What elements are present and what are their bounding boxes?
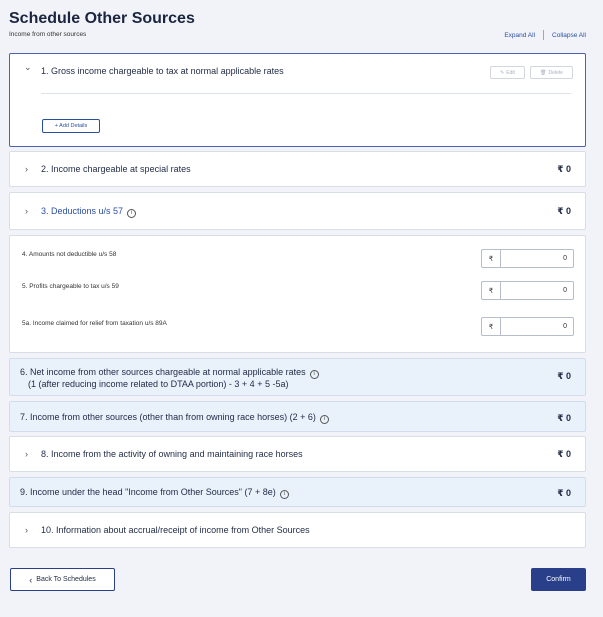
section-net-income <box>9 358 586 396</box>
section-income-other-than-horses-title <box>20 412 329 424</box>
field-value[interactable]: 0 <box>563 255 567 262</box>
info-icon[interactable]: i <box>320 415 329 424</box>
info-icon[interactable]: i <box>127 209 136 218</box>
expand-collapse-links <box>504 30 586 40</box>
currency-symbol: ₹ <box>482 250 501 267</box>
section-adjustments <box>9 235 586 353</box>
section-income-head-total <box>9 477 586 507</box>
section-income-other-than-horses-amount: ₹ 0 <box>557 413 571 423</box>
chevron-down-icon[interactable]: ⌄ <box>24 62 32 72</box>
field-value[interactable]: 0 <box>563 287 567 294</box>
field-label-profits-chargeable: 5. Profits chargeable to tax u/s 59 <box>22 283 119 290</box>
section-net-income-amount: ₹ 0 <box>557 371 571 381</box>
section-deductions[interactable] <box>9 192 586 230</box>
profits-chargeable-input[interactable] <box>481 281 574 300</box>
chevron-right-icon: › <box>25 525 28 535</box>
section-net-income-formula: (1 (after reducing income related to DTAA portion) - 3 + 4 + 5 -5a) <box>28 379 289 389</box>
section-special-rates-amount: ₹ 0 <box>557 164 571 174</box>
income-relief-89a-input[interactable] <box>481 317 574 336</box>
expand-all-link[interactable]: Expand All <box>504 31 536 39</box>
currency-symbol: ₹ <box>482 318 501 335</box>
section-race-horses-title: 8. Income from the activity of owning and maintaining race horses <box>41 449 303 459</box>
page-subtitle: Income from other sources <box>9 31 87 38</box>
field-value[interactable]: 0 <box>563 323 567 330</box>
section-divider <box>41 93 571 94</box>
delete-icon: 🗑 <box>540 69 547 76</box>
section-income-other-than-horses <box>9 401 586 432</box>
edit-icon: ✎ <box>500 69 505 76</box>
chevron-left-icon: ‹ <box>29 574 33 585</box>
section-deductions-amount: ₹ 0 <box>557 206 571 216</box>
add-details-button[interactable]: + Add Details <box>42 119 100 133</box>
amounts-not-deductible-input[interactable] <box>481 249 574 268</box>
edit-button[interactable] <box>490 66 525 79</box>
section-race-horses-amount: ₹ 0 <box>557 449 571 459</box>
edit-label: Edit <box>506 69 515 76</box>
section-gross-income <box>9 53 586 147</box>
section-deductions-label: 3. Deductions u/s 57 <box>41 206 124 216</box>
page-title: Schedule Other Sources <box>9 10 195 27</box>
info-icon[interactable]: i <box>310 370 319 379</box>
section-accrual-info-title: 10. Information about accrual/receipt of income from Other Sources <box>41 525 310 535</box>
section-7-label: 7. Income from other sources (other than from owning race horses) (2 + 6) <box>20 412 316 422</box>
back-to-schedules-button[interactable] <box>10 568 115 591</box>
field-label-income-relief-89a: 5a. Income claimed for relief from taxation u/s 89A <box>22 320 167 327</box>
back-to-schedules-label: Back To Schedules <box>36 576 96 583</box>
section-race-horses[interactable] <box>9 436 586 472</box>
delete-label: Delete <box>548 69 563 76</box>
info-icon[interactable]: i <box>280 490 289 499</box>
section-income-head-total-title <box>20 487 289 499</box>
delete-button[interactable] <box>530 66 573 79</box>
section-gross-income-title[interactable]: 1. Gross income chargeable to tax at normal applicable rates <box>41 66 284 76</box>
chevron-right-icon: › <box>25 164 28 174</box>
section-9-label: 9. Income under the head "Income from Other Sources" (7 + 8e) <box>20 487 276 497</box>
link-separator <box>543 30 544 40</box>
field-label-amounts-not-deductible: 4. Amounts not deductible u/s 58 <box>22 251 117 258</box>
confirm-button[interactable]: Confirm <box>531 568 586 591</box>
section-special-rates[interactable] <box>9 151 586 187</box>
section-income-head-total-amount: ₹ 0 <box>557 488 571 498</box>
currency-symbol: ₹ <box>482 282 501 299</box>
section-deductions-title <box>41 206 136 218</box>
chevron-right-icon: › <box>25 449 28 459</box>
section-accrual-info[interactable] <box>9 512 586 548</box>
chevron-right-icon: › <box>25 206 28 216</box>
collapse-all-link[interactable]: Collapse All <box>552 31 586 39</box>
section-net-income-title <box>20 367 319 379</box>
section-net-income-line1: 6. Net income from other sources chargeable at normal applicable rates <box>20 367 306 377</box>
section-special-rates-title: 2. Income chargeable at special rates <box>41 164 191 174</box>
